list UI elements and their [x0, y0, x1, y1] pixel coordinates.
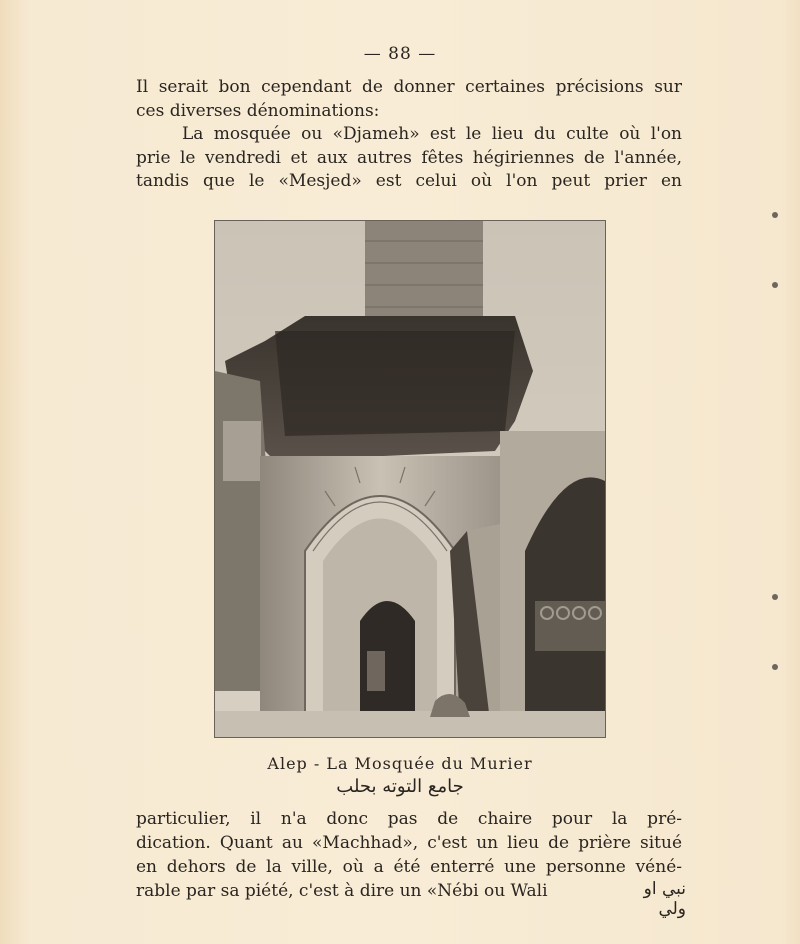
margin-mark: [772, 664, 778, 670]
text-line: La mosquée ou «Djameh» est le lieu du culte où l'on: [182, 124, 682, 144]
text-line: prie le vendredi et aux autres fêtes hégiriennes de l'année,: [136, 148, 682, 168]
figure-caption: Alep - La Mosquée du Murier: [267, 754, 533, 773]
text-line: dication. Quant au «Machhad», c'est un lieu de prière situé: [136, 833, 682, 853]
margin-mark: [772, 212, 778, 218]
text-line: en dehors de la ville, où a été enterré une personne véné-: [136, 857, 682, 877]
inline-arabic-term: نبي او ولي: [643, 879, 686, 919]
text-line: Il serait bon cependant de donner certaines précisions sur: [136, 77, 682, 97]
text-line: particulier, il n'a donc pas de chaire pour la pré-: [136, 809, 682, 829]
text-line: rable par sa piété, c'est à dire un «Nébi ou Wali: [136, 881, 548, 901]
margin-mark: [772, 594, 778, 600]
text-line: ces diverses dénominations:: [136, 101, 380, 121]
mosque-photo-illustration: [215, 221, 605, 737]
page-number: — 88 —: [363, 44, 437, 64]
text-line: tandis que le «Mesjed» est celui où l'on peut prier en: [136, 171, 682, 191]
margin-mark: [772, 282, 778, 288]
figure-caption-arabic: جامع التوته بحلب: [336, 776, 464, 797]
mosque-photograph: [214, 220, 606, 738]
